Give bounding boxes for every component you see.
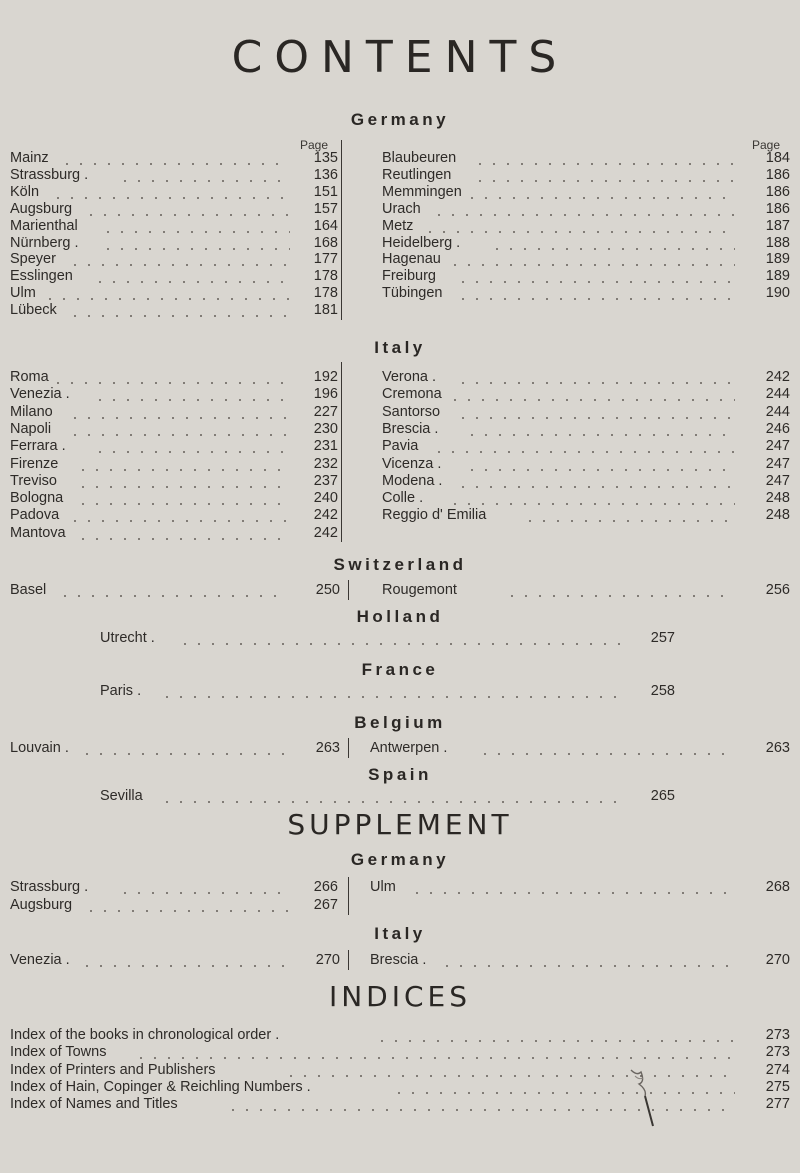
leader-dots bbox=[43, 298, 290, 300]
entry-name: Augsburg bbox=[10, 897, 73, 913]
entry-name: Brescia . bbox=[370, 952, 427, 968]
entry-name: Augsburg bbox=[10, 200, 73, 217]
leader-dots bbox=[68, 264, 290, 266]
section-heading-germany: Germany bbox=[350, 110, 450, 129]
page-column-label-left: Page bbox=[300, 138, 329, 152]
entry-page: 231 bbox=[313, 438, 338, 455]
entry-name: Ulm bbox=[10, 285, 36, 302]
entry-page: 177 bbox=[313, 251, 338, 268]
entry-name: Santorso bbox=[382, 403, 441, 420]
entry-page: 135 bbox=[313, 150, 338, 166]
section-heading-supplement: SUPPLEMENT bbox=[287, 808, 513, 841]
entry-name: Urach bbox=[382, 200, 421, 217]
entry-page: 188 bbox=[765, 234, 790, 251]
leader-dots bbox=[410, 892, 730, 894]
entry-name: Louvain . bbox=[10, 740, 69, 756]
entry-name: Strassburg . bbox=[10, 879, 89, 895]
entry-page: 186 bbox=[765, 183, 790, 200]
entry-page: 196 bbox=[313, 386, 338, 403]
leader-dots bbox=[160, 801, 625, 803]
entry-name: Venezia . bbox=[10, 952, 70, 968]
section-heading-holland: Holland bbox=[356, 607, 444, 626]
leader-dots bbox=[76, 538, 290, 540]
entry-name: Venezia . bbox=[10, 386, 70, 403]
entry-page: 168 bbox=[313, 234, 338, 251]
leader-dots bbox=[465, 197, 735, 199]
column-divider-germany bbox=[341, 140, 342, 320]
entry-page: 265 bbox=[650, 788, 675, 804]
entry-page: 248 bbox=[765, 507, 790, 524]
page-column-label-right: Page bbox=[752, 138, 781, 152]
leader-dots bbox=[432, 214, 736, 216]
entry-name: Index of Hain, Copinger & Reichling Numbers . bbox=[10, 1078, 311, 1095]
leader-dots bbox=[93, 399, 290, 401]
column-divider-belgium bbox=[348, 738, 349, 758]
leader-dots bbox=[456, 417, 735, 419]
entry-name: Strassburg . bbox=[10, 166, 89, 183]
entry-name: Mainz bbox=[10, 150, 49, 166]
entry-page: 266 bbox=[313, 879, 338, 895]
leader-dots bbox=[160, 696, 625, 698]
leader-dots bbox=[440, 965, 730, 967]
entry-name: Modena . bbox=[382, 472, 443, 489]
entry-page: 267 bbox=[313, 897, 338, 913]
leader-dots bbox=[448, 503, 735, 505]
leader-dots bbox=[465, 469, 735, 471]
leader-dots bbox=[473, 180, 735, 182]
leader-dots bbox=[76, 486, 290, 488]
entry-name: Roma bbox=[10, 369, 49, 385]
entry-name: Verona . bbox=[382, 369, 437, 385]
leader-dots bbox=[490, 248, 735, 250]
entry-page: 277 bbox=[765, 1096, 790, 1113]
leader-dots bbox=[465, 434, 735, 436]
leader-dots bbox=[93, 451, 290, 453]
leader-dots bbox=[505, 595, 730, 597]
entry-page: 268 bbox=[765, 879, 790, 895]
entry-page: 178 bbox=[313, 268, 338, 285]
leader-dots bbox=[68, 315, 290, 317]
leader-dots bbox=[456, 486, 735, 488]
entry-name: Colle . bbox=[382, 490, 424, 507]
entry-page: 247 bbox=[765, 472, 790, 489]
entry-name: Paris . bbox=[100, 683, 142, 699]
entry-name: Sevilla bbox=[100, 788, 143, 804]
entry-page: 136 bbox=[313, 166, 338, 183]
entry-page: 263 bbox=[765, 740, 790, 756]
leader-dots bbox=[448, 399, 735, 401]
entry-name: Utrecht . bbox=[100, 630, 155, 646]
leader-dots bbox=[51, 382, 290, 384]
leader-dots bbox=[284, 1075, 735, 1077]
entry-name: Reggio d' Emilia bbox=[382, 507, 487, 524]
printer-ornament-icon bbox=[625, 1062, 655, 1127]
entry-page: 263 bbox=[315, 740, 340, 756]
section-heading-supplement-italy: Italy bbox=[374, 924, 426, 943]
entry-page: 257 bbox=[650, 630, 675, 646]
section-heading-switzerland: Switzerland bbox=[333, 555, 467, 574]
entry-page: 232 bbox=[313, 455, 338, 472]
leader-dots bbox=[456, 298, 735, 300]
entry-page: 244 bbox=[765, 386, 790, 403]
entry-page: 190 bbox=[765, 285, 790, 302]
leader-dots bbox=[448, 264, 735, 266]
entry-name: Pavia bbox=[382, 438, 419, 455]
entry-page: 230 bbox=[313, 420, 338, 437]
entry-name: Milano bbox=[10, 403, 53, 420]
entry-page: 178 bbox=[313, 285, 338, 302]
leader-dots bbox=[456, 281, 735, 283]
entry-name: Treviso bbox=[10, 472, 57, 489]
entry-page: 273 bbox=[765, 1044, 790, 1061]
entry-page: 248 bbox=[765, 490, 790, 507]
entry-name: Index of Towns bbox=[10, 1044, 107, 1061]
entry-name: Brescia . bbox=[382, 420, 439, 437]
entry-page: 242 bbox=[313, 524, 338, 541]
leader-dots bbox=[68, 520, 290, 522]
entry-name: Index of Printers and Publishers bbox=[10, 1061, 216, 1078]
leader-dots bbox=[134, 1057, 735, 1059]
entry-name: Nürnberg . bbox=[10, 234, 79, 251]
leader-dots bbox=[456, 382, 735, 384]
entry-name: Marienthal bbox=[10, 217, 78, 234]
entry-page: 181 bbox=[313, 302, 338, 319]
leader-dots bbox=[118, 892, 290, 894]
leader-dots bbox=[101, 248, 290, 250]
entry-name: Index of Names and Titles bbox=[10, 1096, 178, 1113]
entry-name: Vicenza . bbox=[382, 455, 442, 472]
entry-name: Cremona bbox=[382, 386, 442, 403]
entry-page: 242 bbox=[313, 507, 338, 524]
entry-name: Metz bbox=[382, 217, 414, 234]
entry-page: 187 bbox=[765, 217, 790, 234]
entry-page: 247 bbox=[765, 455, 790, 472]
entry-name: Tübingen bbox=[382, 285, 443, 302]
leader-dots bbox=[178, 643, 623, 645]
entry-page: 250 bbox=[315, 582, 340, 598]
section-heading-italy: Italy bbox=[374, 338, 426, 357]
leader-dots bbox=[76, 503, 290, 505]
entry-name: Memmingen bbox=[382, 183, 462, 200]
column-divider-supplement-italy bbox=[348, 950, 349, 970]
leader-dots bbox=[84, 910, 290, 912]
entry-name: Mantova bbox=[10, 524, 66, 541]
leader-dots bbox=[226, 1109, 736, 1111]
entry-name: Bologna bbox=[10, 490, 64, 507]
entry-page: 256 bbox=[765, 582, 790, 598]
entry-name: Rougemont bbox=[382, 582, 457, 598]
entry-name: Antwerpen . bbox=[370, 740, 448, 756]
entry-page: 270 bbox=[315, 952, 340, 968]
entry-page: 237 bbox=[313, 472, 338, 489]
leader-dots bbox=[523, 520, 735, 522]
leader-dots bbox=[432, 451, 736, 453]
entry-page: 244 bbox=[765, 403, 790, 420]
entry-name: Lübeck bbox=[10, 302, 57, 319]
entry-page: 275 bbox=[765, 1078, 790, 1095]
entry-page: 157 bbox=[313, 200, 338, 217]
entry-name: Padova bbox=[10, 507, 60, 524]
entry-page: 227 bbox=[313, 403, 338, 420]
entry-page: 189 bbox=[765, 251, 790, 268]
entry-name: Napoli bbox=[10, 420, 52, 437]
section-heading-france: France bbox=[361, 660, 439, 679]
entry-page: 186 bbox=[765, 166, 790, 183]
entry-name: Köln bbox=[10, 183, 40, 200]
entry-page: 273 bbox=[765, 1027, 790, 1043]
leader-dots bbox=[84, 214, 290, 216]
entry-page: 151 bbox=[313, 183, 338, 200]
page-title: CONTENTS bbox=[231, 32, 569, 83]
leader-dots bbox=[58, 595, 288, 597]
column-divider-italy bbox=[341, 362, 342, 542]
leader-dots bbox=[68, 434, 290, 436]
entry-name: Ulm bbox=[370, 879, 396, 895]
section-heading-indices: INDICES bbox=[328, 980, 472, 1013]
entry-name: Speyer bbox=[10, 251, 56, 268]
leader-dots bbox=[93, 281, 290, 283]
entry-page: 270 bbox=[765, 952, 790, 968]
entry-name: Index of the books in chronological order . bbox=[10, 1027, 280, 1043]
entry-page: 240 bbox=[313, 490, 338, 507]
entry-name: Heidelberg . bbox=[382, 234, 461, 251]
leader-dots bbox=[80, 753, 290, 755]
leader-dots bbox=[51, 197, 290, 199]
entry-page: 184 bbox=[765, 150, 790, 166]
entry-page: 246 bbox=[765, 420, 790, 437]
entry-name: Reutlingen bbox=[382, 166, 452, 183]
leader-dots bbox=[80, 965, 290, 967]
leader-dots bbox=[478, 753, 730, 755]
entry-name: Freiburg bbox=[382, 268, 436, 285]
entry-page: 186 bbox=[765, 200, 790, 217]
entry-name: Hagenau bbox=[382, 251, 441, 268]
column-divider-switzerland bbox=[348, 580, 349, 600]
entry-name: Esslingen bbox=[10, 268, 73, 285]
leader-dots bbox=[76, 469, 290, 471]
leader-dots bbox=[68, 417, 290, 419]
entry-page: 164 bbox=[313, 217, 338, 234]
leader-dots bbox=[392, 1092, 736, 1094]
entry-page: 242 bbox=[765, 369, 790, 385]
leader-dots bbox=[473, 163, 735, 165]
entry-name: Ferrara . bbox=[10, 438, 66, 455]
section-heading-supplement-germany: Germany bbox=[350, 850, 450, 869]
entry-page: 247 bbox=[765, 438, 790, 455]
entry-name: Basel bbox=[10, 582, 47, 598]
leader-dots bbox=[423, 231, 735, 233]
leader-dots bbox=[118, 180, 290, 182]
entry-page: 192 bbox=[313, 369, 338, 385]
section-heading-spain: Spain bbox=[368, 765, 432, 784]
entry-page: 189 bbox=[765, 268, 790, 285]
leader-dots bbox=[375, 1040, 735, 1042]
column-divider-supplement-germany bbox=[348, 877, 349, 915]
section-heading-belgium: Belgium bbox=[354, 713, 446, 732]
leader-dots bbox=[101, 231, 290, 233]
entry-name: Firenze bbox=[10, 455, 59, 472]
entry-name: Blaubeuren bbox=[382, 150, 457, 166]
entry-page: 274 bbox=[765, 1061, 790, 1078]
leader-dots bbox=[60, 163, 291, 165]
entry-page: 258 bbox=[650, 683, 675, 699]
